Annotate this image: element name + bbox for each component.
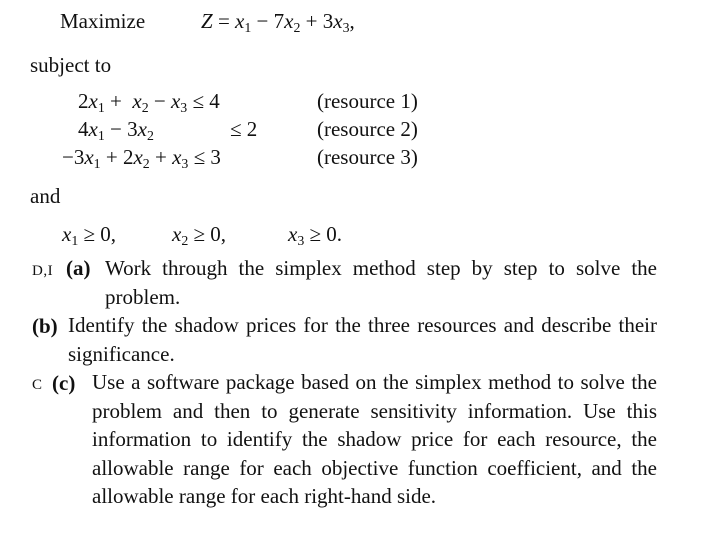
- part-c-tag: (c): [52, 371, 76, 395]
- subject-to-label: subject to: [30, 53, 112, 77]
- part-a-marker: D,I: [32, 263, 54, 279]
- maximize-label: Maximize: [60, 9, 146, 33]
- and-label: and: [30, 184, 61, 208]
- part-b-text: Identify the shadow prices for the three resources and describe their significance.: [68, 313, 657, 366]
- constraint-1-label: (resource 1): [317, 89, 418, 113]
- part-c-text: Use a software package based on the simplex method to solve the problem and then to generate sensitivity information. Use this information to identify the shadow price for each resource, the allowable range for each objective function coefficient, and the allowable range for each right-hand side.: [92, 370, 657, 508]
- constraint-2-rhs: ≤ 2: [230, 117, 258, 141]
- constraint-3-label: (resource 3): [317, 145, 418, 169]
- part-a-tag: (a): [66, 256, 91, 280]
- part-b-tag: (b): [32, 314, 58, 338]
- constraint-2-label: (resource 2): [317, 117, 418, 141]
- nonneg-x3: $x_3 \ge 0$.: [288, 222, 343, 248]
- part-a-text: Work through the simplex method step by step to solve the problem.: [105, 256, 657, 309]
- constraint-3: $-3x_1 + 2x_2 + x_3 \le 3$: [62, 145, 221, 171]
- part-c-marker: C: [32, 377, 43, 393]
- nonneg-x2: $x_2 \ge 0$,: [172, 222, 227, 248]
- constraint-1: $2x_1 + x_2 - x_3 \le 4$: [78, 89, 220, 115]
- constraint-2: $4x_1 - 3x_2$: [78, 117, 154, 143]
- nonneg-x1: $x_1 \ge 0$,: [62, 222, 117, 248]
- objective-function: $Z = x_1 - 7x_2 + 3x_3$,: [201, 9, 355, 35]
